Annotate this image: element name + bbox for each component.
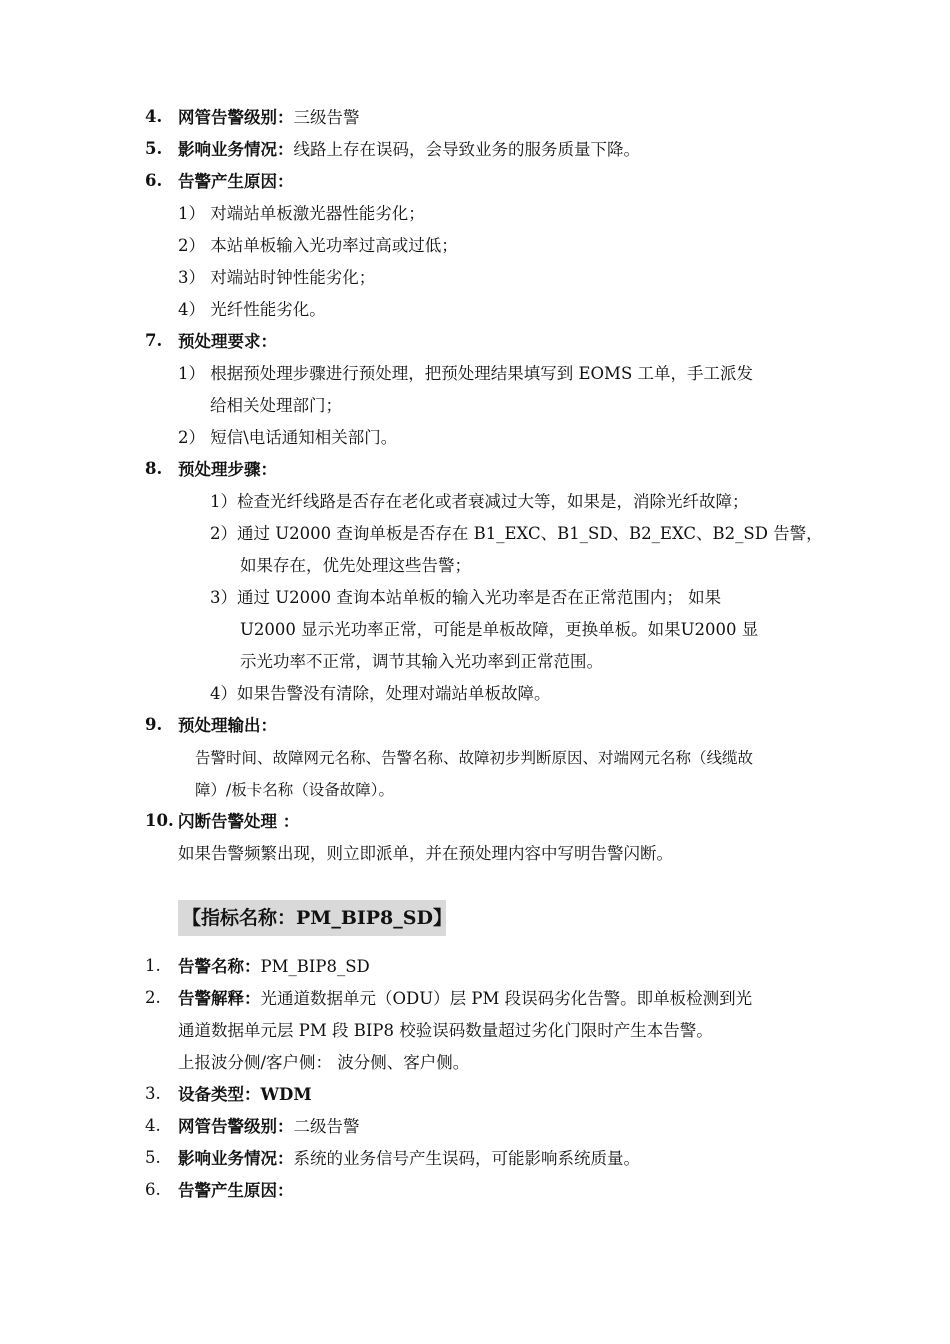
flash-alarm-text: 如果告警频繁出现，则立即派单，并在预处理内容中写明告警闪断。 — [178, 844, 673, 863]
step-line-cont: 示光功率不正常，调节其输入光功率到正常范围。 — [240, 652, 603, 671]
item-number: 3. — [145, 1084, 161, 1103]
item-number: 4. — [145, 1116, 161, 1135]
alarm-explanation-cont: 通道数据单元层 PM 段 BIP8 校验误码数量超过劣化门限时产生本告警。 — [178, 1021, 713, 1040]
section-heading: 【指标名称：PM_BIP8_SD】 — [178, 900, 446, 936]
item-alarm-causes-title: 告警产生原因： — [178, 172, 294, 191]
alarm-explanation-side: 上报波分侧/客户侧： 波分侧、客户侧。 — [178, 1053, 470, 1072]
cause-line: 3） 对端站时钟性能劣化； — [178, 268, 376, 287]
item-number: 5. — [145, 139, 163, 158]
item-alarm-explanation: 告警解释：光通道数据单元（ODU）层 PM 段误码劣化告警。即单板检测到光 — [178, 989, 753, 1008]
item-device-type: 设备类型：WDM — [178, 1085, 312, 1104]
cause-line: 1） 对端站单板激光器性能劣化； — [178, 204, 425, 223]
requirement-line: 1） 根据预处理步骤进行预处理，把预处理结果填写到 EOMS 工单，手工派发 — [178, 364, 754, 383]
step-line-cont: U2000 显示光功率正常，可能是单板故障，更换单板。如果U2000 显 — [240, 620, 759, 639]
item-flash-alarm-title: 闪断告警处理 ： — [178, 812, 300, 831]
item-number: 4. — [145, 107, 163, 126]
output-line: 告警时间、故障网元名称、告警名称、故障初步判断原因、对端网元名称（线缆故 — [195, 749, 754, 767]
item-number: 2. — [145, 988, 161, 1007]
step-line: 1）检查光纤线路是否存在老化或者衰减过大等，如果是，消除光纤故障； — [210, 492, 749, 511]
output-line: 障）/板卡名称（设备故障）。 — [195, 781, 394, 799]
item-alarm-causes-title: 告警产生原因： — [178, 1181, 294, 1200]
step-line: 4）如果告警没有清除，处理对端站单板故障。 — [210, 684, 551, 703]
cause-line: 2） 本站单板输入光功率过高或过低； — [178, 236, 458, 255]
item-number: 1. — [145, 956, 161, 975]
item-number: 6. — [145, 1180, 161, 1199]
step-line: 2）通过 U2000 查询单板是否存在 B1_EXC、B1_SD、B2_EXC、B2_SD 告警， — [210, 524, 823, 543]
step-line: 3）通过 U2000 查询本站单板的输入光功率是否在正常范围内； 如果 — [210, 588, 722, 607]
item-number: 8. — [145, 459, 163, 478]
requirement-line-cont: 给相关处理部门； — [210, 396, 342, 415]
requirement-line: 2） 短信\电话通知相关部门。 — [178, 428, 398, 447]
item-preprocess-requirements-title: 预处理要求： — [178, 332, 277, 351]
step-line-cont: 如果存在，优先处理这些告警； — [240, 556, 471, 575]
item-alarm-name: 告警名称：PM_BIP8_SD — [178, 957, 370, 976]
item-number: 10. — [145, 811, 174, 830]
item-service-impact: 影响业务情况：系统的业务信号产生误码，可能影响系统质量。 — [178, 1149, 640, 1168]
item-number: 7. — [145, 331, 163, 350]
cause-line: 4） 光纤性能劣化。 — [178, 300, 326, 319]
item-number: 5. — [145, 1148, 161, 1167]
item-number: 9. — [145, 715, 163, 734]
item-preprocess-output-title: 预处理输出： — [178, 716, 277, 735]
item-network-alarm-level: 网管告警级别：三级告警 — [178, 108, 360, 127]
item-preprocess-steps-title: 预处理步骤： — [178, 460, 277, 479]
item-network-alarm-level: 网管告警级别：二级告警 — [178, 1117, 360, 1136]
item-number: 6. — [145, 171, 163, 190]
item-service-impact: 影响业务情况：线路上存在误码，会导致业务的服务质量下降。 — [178, 140, 640, 159]
